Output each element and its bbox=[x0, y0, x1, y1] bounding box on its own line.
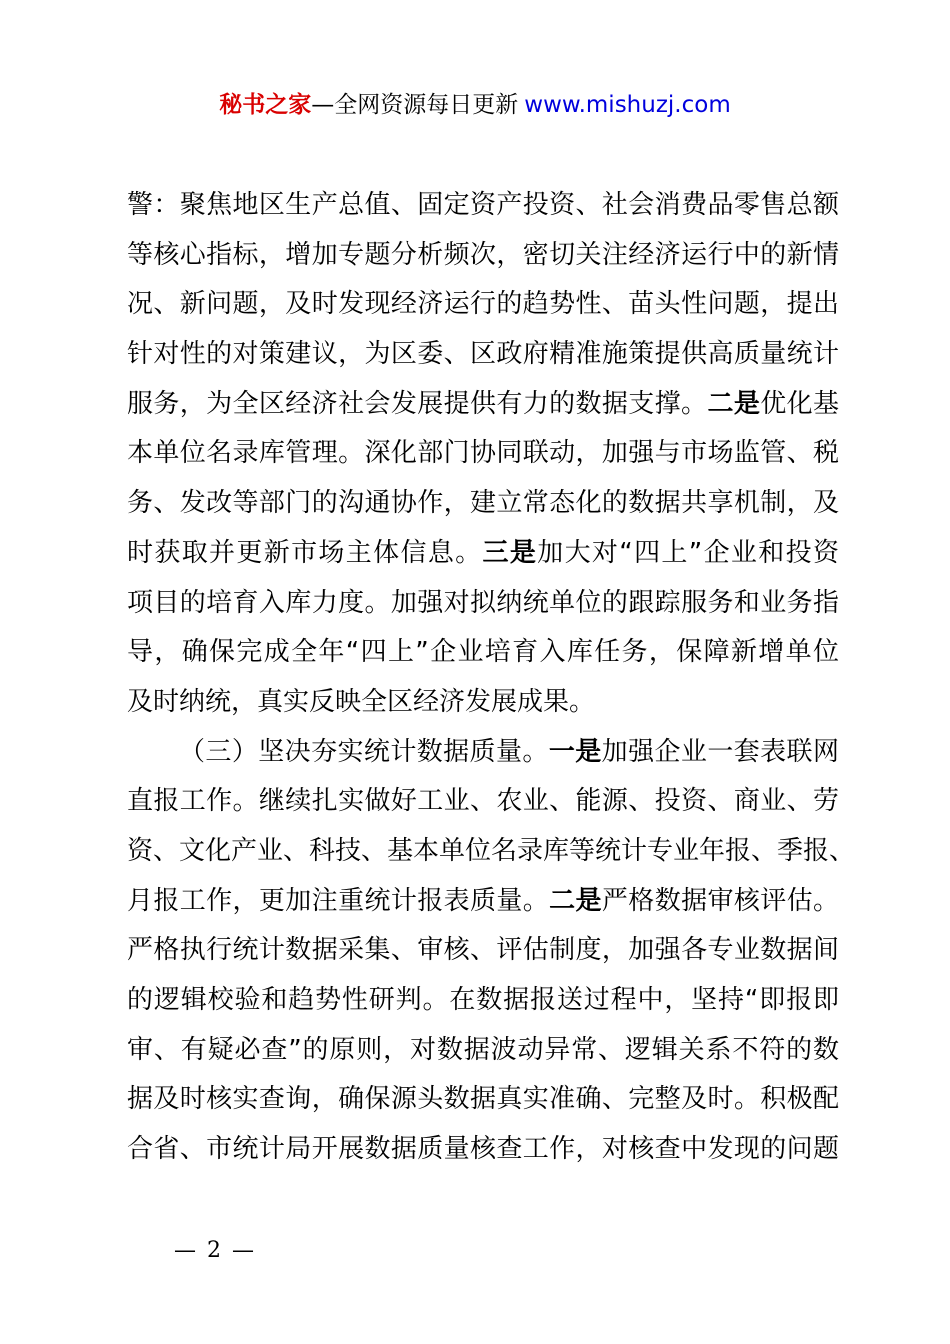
emphasis-label: 二是 bbox=[707, 388, 761, 419]
text-line: 及时纳统，真实反映全区经济发展成果。 bbox=[127, 686, 596, 717]
text-line: 直报工作。继续扎实做好工业、农业、能源、投资、商业、劳 bbox=[127, 786, 839, 817]
text-line: 服务，为全区经济社会发展提供有力的数据支撑。二是优化基 bbox=[127, 388, 839, 419]
text-line: 严格执行统计数据采集、审核、评估制度，加强各专业数据间 bbox=[127, 935, 839, 966]
text-line: 据及时核实查询，确保源头数据真实准确、完整及时。积极配 bbox=[127, 1084, 839, 1115]
text-line: 况、新问题，及时发现经济运行的趋势性、苗头性问题，提出 bbox=[127, 289, 839, 320]
text-line: 项目的培育入库力度。加强对拟纳统单位的跟踪服务和业务指 bbox=[127, 587, 839, 618]
emphasis-label: 三是 bbox=[482, 537, 538, 568]
text-line: 的逻辑校验和趋势性研判。在数据报送过程中，坚持“即报即 bbox=[127, 985, 839, 1015]
site-url-link[interactable]: www.mishuzj.com bbox=[524, 92, 731, 118]
text-line: 等核心指标，增加专题分析频次，密切关注经济运行中的新情 bbox=[127, 239, 839, 270]
text-line: 导，确保完成全年“四上”企业培育入库任务，保障新增单位 bbox=[127, 637, 839, 668]
brand-name: 秘书之家 bbox=[219, 92, 312, 118]
document-body bbox=[127, 181, 856, 1175]
text-line: 本单位名录库管理。深化部门协同联动，加强与市场监管、税 bbox=[127, 438, 839, 469]
text-line: 警：聚焦地区生产总值、固定资产投资、社会消费品零售总额 bbox=[127, 190, 839, 220]
text-line: 审、有疑必查”的原则，对数据波动异常、逻辑关系不符的数 bbox=[127, 1034, 839, 1065]
site-header bbox=[0, 88, 950, 122]
section-heading-line: （三）坚决夯实统计数据质量。一是加强企业一套表联网 bbox=[179, 736, 839, 767]
emphasis-label: 一是 bbox=[548, 736, 602, 767]
text-line: 月报工作，更加注重统计报表质量。二是严格数据审核评估。 bbox=[127, 885, 839, 916]
text-line: 务、发改等部门的沟通协作，建立常态化的数据共享机制，及 bbox=[127, 488, 839, 519]
text-line: 资、文化产业、科技、基本单位名录库等统计专业年报、季报、 bbox=[127, 835, 856, 866]
emphasis-label: 二是 bbox=[549, 885, 602, 916]
text-line: 合省、市统计局开展数据质量核查工作，对核查中发现的问题 bbox=[127, 1134, 839, 1165]
page-number: — 2 — bbox=[174, 1238, 256, 1263]
text-line: 时获取并更新市场主体信息。三是加大对“四上”企业和投资 bbox=[127, 537, 839, 568]
text-line: 针对性的对策建议，为区委、区政府精准施策提供高质量统计 bbox=[127, 339, 839, 370]
site-tagline: —全网资源每日更新 bbox=[311, 92, 519, 118]
